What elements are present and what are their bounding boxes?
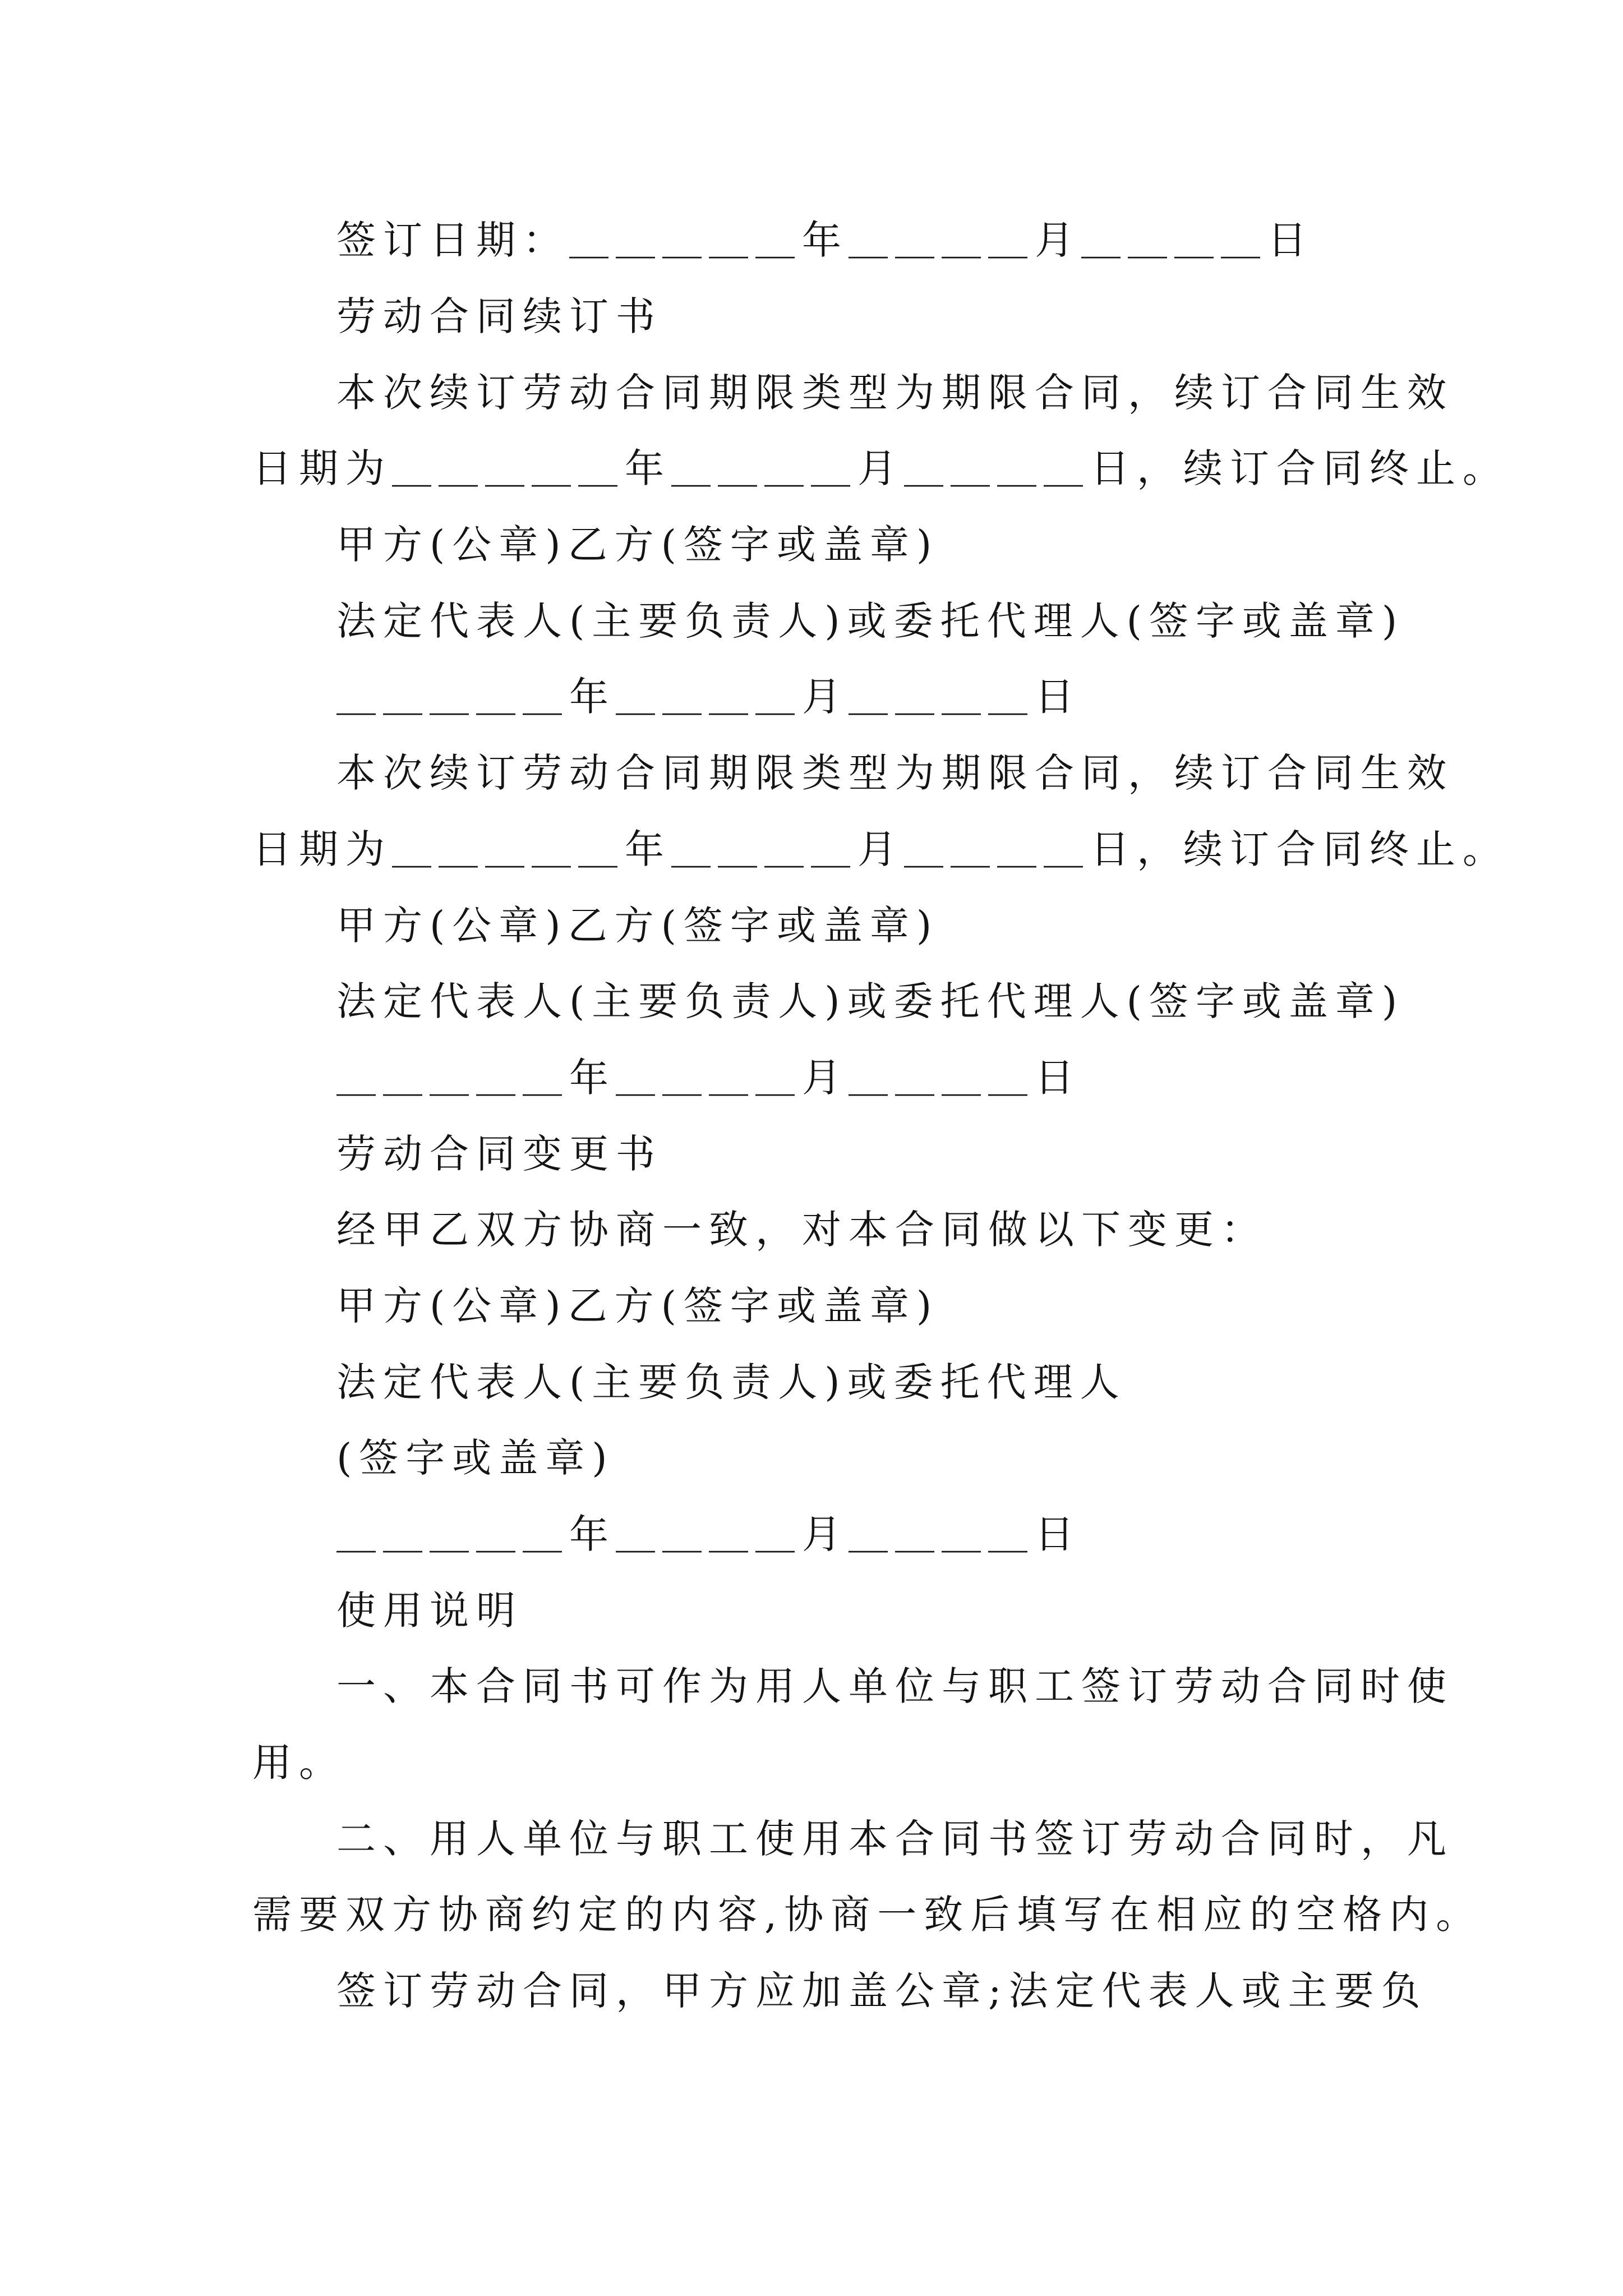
paragraph-line: 二、用人单位与职工使用本合同书签订劳动合同时，凡 <box>336 1816 1454 1862</box>
date-blank-line: ＿＿＿＿＿年＿＿＿＿月＿＿＿＿日 <box>336 1055 1081 1101</box>
paragraph-line: 需要双方协商约定的内容,协商一致后填写在相应的空格内。 <box>252 1892 1483 1938</box>
paragraph-line: 用。 <box>252 1740 345 1786</box>
representative-line: 法定代表人(主要负责人)或委托代理人 <box>336 1359 1127 1405</box>
section-heading-renewal: 劳动合同续订书 <box>336 293 662 339</box>
party-signature-line: 甲方(公章)乙方(签字或盖章) <box>336 522 939 568</box>
paragraph-line: 签订劳动合同，甲方应加盖公章;法定代表人或主要负 <box>336 1968 1428 2014</box>
date-blank-line: ＿＿＿＿＿年＿＿＿＿月＿＿＿＿日 <box>336 1511 1081 1557</box>
paragraph-line: 日期为＿＿＿＿＿年＿＿＿＿月＿＿＿＿日，续订合同终止。 <box>252 445 1509 491</box>
representative-line: 法定代表人(主要负责人)或委托代理人(签字或盖章) <box>336 978 1405 1024</box>
paragraph-line: 本次续订劳动合同期限类型为期限合同，续订合同生效 <box>336 750 1454 796</box>
party-signature-line: 甲方(公章)乙方(签字或盖章) <box>336 903 939 949</box>
signing-date-line: 签订日期：＿＿＿＿＿年＿＿＿＿月＿＿＿＿日 <box>336 217 1314 263</box>
paragraph-line: 一、本合同书可作为用人单位与职工签订劳动合同时使 <box>336 1663 1454 1709</box>
party-signature-line: 甲方(公章)乙方(签字或盖章) <box>336 1283 939 1329</box>
section-heading-change: 劳动合同变更书 <box>336 1131 662 1177</box>
section-heading-instructions: 使用说明 <box>336 1588 523 1634</box>
paragraph-line: 日期为＿＿＿＿＿年＿＿＿＿月＿＿＿＿日，续订合同终止。 <box>252 826 1509 872</box>
representative-line: 法定代表人(主要负责人)或委托代理人(签字或盖章) <box>336 598 1405 644</box>
signature-note-line: (签字或盖章) <box>336 1435 615 1481</box>
paragraph-line: 本次续订劳动合同期限类型为期限合同，续订合同生效 <box>336 370 1454 416</box>
date-blank-line: ＿＿＿＿＿年＿＿＿＿月＿＿＿＿日 <box>336 674 1081 720</box>
paragraph-line: 经甲乙双方协商一致，对本合同做以下变更： <box>336 1207 1267 1253</box>
